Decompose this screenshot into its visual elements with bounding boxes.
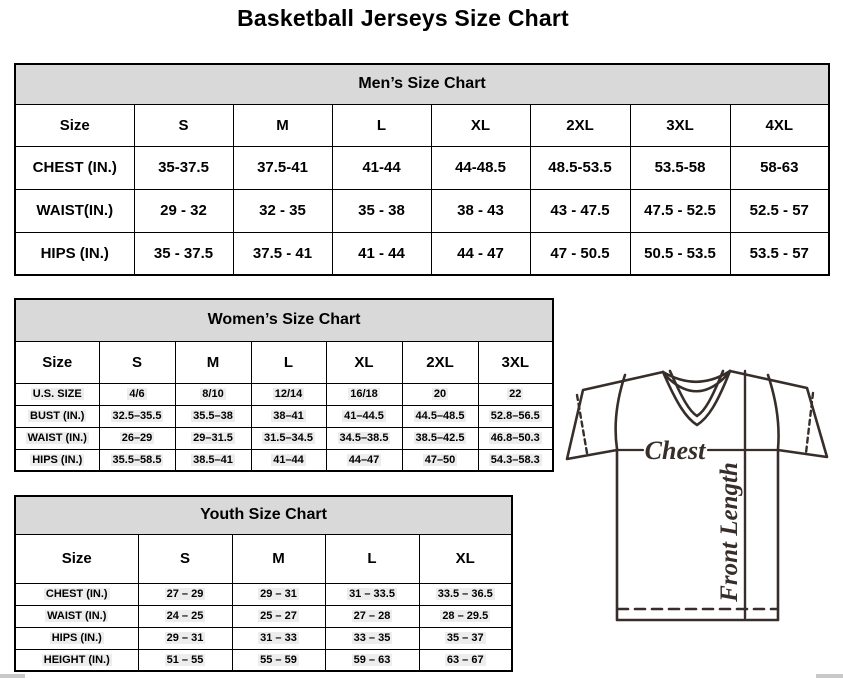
cell-text: 51 – 55 bbox=[166, 653, 204, 666]
left-cuff-dashed-line bbox=[577, 395, 587, 453]
row-label bbox=[15, 427, 99, 449]
table-cell bbox=[232, 583, 325, 605]
table-cell: 41-44 bbox=[332, 146, 431, 189]
table-cell: 48.5-53.5 bbox=[530, 146, 630, 189]
table-cell bbox=[325, 627, 419, 649]
column-header: S bbox=[138, 534, 232, 583]
right-cuff-dashed-line bbox=[806, 393, 813, 453]
column-header: S bbox=[134, 104, 233, 146]
cell-text: 20 bbox=[433, 388, 447, 400]
table-cell: 37.5 - 41 bbox=[233, 232, 332, 275]
cell-text: 33 – 35 bbox=[353, 632, 391, 644]
table-header-band bbox=[15, 64, 829, 104]
row-label: CHEST (IN.) bbox=[15, 146, 134, 189]
table-cell bbox=[419, 649, 512, 671]
row-label-text: WAIST (IN.) bbox=[27, 432, 87, 444]
row-label bbox=[15, 627, 138, 649]
youth-size-table bbox=[14, 495, 513, 672]
table-cell bbox=[325, 583, 419, 605]
cell-text: 47–50 bbox=[424, 453, 456, 466]
table-row bbox=[15, 627, 512, 649]
column-header: 3XL bbox=[630, 104, 730, 146]
table-cell bbox=[251, 405, 326, 427]
table-cell: 41 - 44 bbox=[332, 232, 431, 275]
table-cell bbox=[138, 583, 232, 605]
table-cell bbox=[325, 649, 419, 671]
cell-text: 34.5–38.5 bbox=[339, 432, 389, 444]
womens-table-title: Women’s Size Chart bbox=[15, 299, 553, 341]
row-label-text: BUST (IN.) bbox=[30, 410, 85, 422]
page-title: Basketball Jerseys Size Chart bbox=[237, 5, 569, 31]
table-cell: 47.5 - 52.5 bbox=[630, 189, 730, 232]
table-cell bbox=[175, 383, 251, 405]
jersey-outline bbox=[567, 371, 827, 620]
table-cell bbox=[326, 427, 402, 449]
column-header: L bbox=[325, 534, 419, 583]
cell-text: 46.8–50.3 bbox=[490, 432, 540, 444]
table-cell: 50.5 - 53.5 bbox=[630, 232, 730, 275]
table-cell: 35 - 38 bbox=[332, 189, 431, 232]
row-label-text: WAIST (IN.) bbox=[47, 610, 107, 622]
table-header-band bbox=[15, 299, 553, 341]
table-cell: 37.5-41 bbox=[233, 146, 332, 189]
table-cell bbox=[419, 583, 512, 605]
column-header: XL bbox=[431, 104, 530, 146]
cell-text: 16/18 bbox=[350, 388, 378, 400]
table-header-band bbox=[15, 496, 512, 534]
cell-text: 4/6 bbox=[129, 388, 145, 400]
row-label-text: HEIGHT (IN.) bbox=[43, 653, 110, 666]
cell-text: 27 – 28 bbox=[353, 610, 391, 622]
mens-table-title: Men’s Size Chart bbox=[15, 64, 829, 104]
table-cell bbox=[232, 605, 325, 627]
table-cell bbox=[402, 383, 478, 405]
table-cell bbox=[99, 383, 175, 405]
column-header: L bbox=[332, 104, 431, 146]
cell-text: 26–29 bbox=[121, 432, 153, 444]
cell-text: 28 – 29.5 bbox=[442, 610, 489, 622]
cell-text: 44–47 bbox=[348, 453, 380, 466]
cell-text: 29–31.5 bbox=[193, 432, 233, 444]
table-row bbox=[15, 146, 829, 189]
cell-text: 29 – 31 bbox=[260, 588, 297, 600]
cell-text: 38.5–42.5 bbox=[415, 432, 465, 444]
cell-text: 41–44.5 bbox=[344, 410, 384, 422]
cell-text: 59 – 63 bbox=[353, 653, 391, 666]
column-header: XL bbox=[326, 341, 402, 383]
column-header: 3XL bbox=[478, 341, 553, 383]
table-cell bbox=[175, 449, 251, 471]
table-row bbox=[15, 605, 512, 627]
table-row bbox=[15, 583, 512, 605]
cell-text: 31.5–34.5 bbox=[264, 432, 313, 444]
table-cell bbox=[478, 405, 553, 427]
cell-text: 54.3–58.3 bbox=[490, 453, 540, 466]
table-cell bbox=[251, 427, 326, 449]
cell-text: 35.5–58.5 bbox=[112, 453, 162, 466]
column-header: M bbox=[175, 341, 251, 383]
table-cell bbox=[251, 383, 326, 405]
row-label-text: CHEST (IN.) bbox=[45, 588, 108, 600]
left-armhole-seam bbox=[616, 375, 625, 449]
table-row bbox=[15, 449, 553, 471]
table-cell bbox=[138, 649, 232, 671]
column-header: M bbox=[233, 104, 332, 146]
table-cell: 47 - 50.5 bbox=[530, 232, 630, 275]
table-cell bbox=[478, 427, 553, 449]
cell-text: 22 bbox=[509, 388, 522, 400]
column-header: 2XL bbox=[530, 104, 630, 146]
jersey-measurement-diagram bbox=[560, 362, 840, 632]
table-cell bbox=[402, 405, 478, 427]
table-cell bbox=[99, 449, 175, 471]
front-length-label: Front Length bbox=[716, 462, 743, 602]
cell-text: 31 – 33.5 bbox=[349, 588, 395, 600]
row-label: HIPS (IN.) bbox=[15, 232, 134, 275]
row-label: WAIST(IN.) bbox=[15, 189, 134, 232]
row-label-text: HIPS (IN.) bbox=[51, 632, 102, 644]
table-cell: 38 - 43 bbox=[431, 189, 530, 232]
cell-text: 31 – 33 bbox=[260, 632, 297, 644]
column-header: XL bbox=[419, 534, 512, 583]
table-cell: 44-48.5 bbox=[431, 146, 530, 189]
table-row bbox=[15, 427, 553, 449]
cell-text: 8/10 bbox=[202, 388, 224, 400]
column-header: Size bbox=[15, 104, 134, 146]
womens-size-table bbox=[14, 298, 554, 472]
table-cell: 44 - 47 bbox=[431, 232, 530, 275]
table-row bbox=[15, 534, 512, 583]
table-cell bbox=[175, 427, 251, 449]
table-cell bbox=[175, 405, 251, 427]
table-cell bbox=[478, 449, 553, 471]
right-armhole-seam bbox=[768, 375, 779, 449]
row-label-text: U.S. SIZE bbox=[32, 388, 82, 400]
table-cell bbox=[419, 605, 512, 627]
table-row bbox=[15, 104, 829, 146]
column-header: 4XL bbox=[730, 104, 829, 146]
table-cell: 53.5 - 57 bbox=[730, 232, 829, 275]
cell-text: 41–44 bbox=[273, 453, 304, 466]
table-cell bbox=[99, 405, 175, 427]
row-label bbox=[15, 605, 138, 627]
cell-text: 32.5–35.5 bbox=[112, 410, 162, 422]
table-cell: 35 - 37.5 bbox=[134, 232, 233, 275]
row-label bbox=[15, 649, 138, 671]
table-cell bbox=[138, 605, 232, 627]
table-row bbox=[15, 649, 512, 671]
cell-text: 63 – 67 bbox=[446, 653, 484, 666]
cell-text: 44.5–48.5 bbox=[415, 410, 465, 422]
cell-text: 35.5–38 bbox=[193, 410, 233, 422]
table-row bbox=[15, 189, 829, 232]
table-row bbox=[15, 383, 553, 405]
horizontal-scrollbar-fragment-left[interactable] bbox=[0, 674, 25, 678]
cell-text: 29 – 31 bbox=[166, 632, 204, 644]
row-label bbox=[15, 405, 99, 427]
mens-size-table bbox=[14, 63, 830, 276]
table-cell bbox=[325, 605, 419, 627]
table-cell bbox=[251, 449, 326, 471]
table-cell: 52.5 - 57 bbox=[730, 189, 829, 232]
table-cell bbox=[326, 383, 402, 405]
table-cell bbox=[326, 405, 402, 427]
table-cell: 35-37.5 bbox=[134, 146, 233, 189]
table-row bbox=[15, 341, 553, 383]
table-cell bbox=[99, 427, 175, 449]
row-label bbox=[15, 383, 99, 405]
table-cell bbox=[326, 449, 402, 471]
row-label-text: HIPS (IN.) bbox=[32, 453, 83, 466]
cell-text: 12/14 bbox=[274, 388, 303, 400]
row-label bbox=[15, 583, 138, 605]
cell-text: 35 – 37 bbox=[446, 632, 484, 644]
table-cell bbox=[138, 627, 232, 649]
table-cell bbox=[402, 449, 478, 471]
table-row bbox=[15, 232, 829, 275]
column-header: M bbox=[232, 534, 325, 583]
chest-label: Chest bbox=[644, 436, 706, 465]
cell-text: 38.5–41 bbox=[193, 453, 233, 466]
youth-table-title: Youth Size Chart bbox=[15, 496, 512, 534]
column-header: L bbox=[251, 341, 326, 383]
table-cell bbox=[478, 383, 553, 405]
table-row bbox=[15, 405, 553, 427]
table-cell: 32 - 35 bbox=[233, 189, 332, 232]
column-header: S bbox=[99, 341, 175, 383]
table-cell bbox=[419, 627, 512, 649]
cell-text: 52.8–56.5 bbox=[490, 410, 540, 422]
cell-text: 55 – 59 bbox=[260, 653, 297, 666]
cell-text: 27 – 29 bbox=[166, 588, 204, 600]
column-header: Size bbox=[15, 341, 99, 383]
column-header: 2XL bbox=[402, 341, 478, 383]
table-cell bbox=[232, 627, 325, 649]
cell-text: 25 – 27 bbox=[260, 610, 297, 622]
table-cell: 53.5-58 bbox=[630, 146, 730, 189]
cell-text: 38–41 bbox=[273, 410, 304, 422]
horizontal-scrollbar-fragment-right[interactable] bbox=[816, 674, 843, 678]
table-cell: 43 - 47.5 bbox=[530, 189, 630, 232]
table-cell bbox=[402, 427, 478, 449]
table-cell bbox=[232, 649, 325, 671]
cell-text: 33.5 – 36.5 bbox=[437, 588, 493, 600]
column-header: Size bbox=[15, 534, 138, 583]
table-cell: 29 - 32 bbox=[134, 189, 233, 232]
table-cell: 58-63 bbox=[730, 146, 829, 189]
row-label bbox=[15, 449, 99, 471]
cell-text: 24 – 25 bbox=[166, 610, 204, 622]
